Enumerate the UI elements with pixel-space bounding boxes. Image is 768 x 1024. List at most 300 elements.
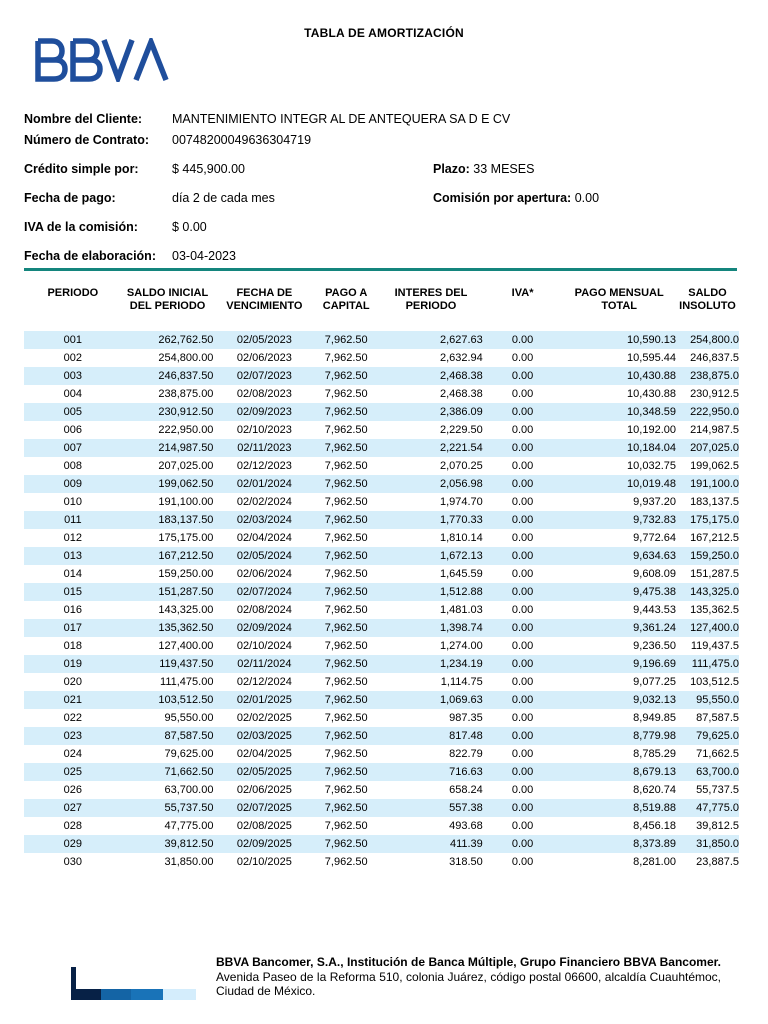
cell-saldo-inicial: 103,512.50 [122, 691, 216, 709]
cell-pago-mensual: 9,236.50 [562, 637, 676, 655]
table-row [24, 619, 739, 637]
contract-value: 00748200049636304719 [172, 133, 312, 147]
cell-iva: 0.00 [483, 385, 563, 403]
cell-fecha-vencimiento: 02/06/2023 [215, 349, 313, 367]
cell-pago-capital: 7,962.50 [313, 349, 379, 367]
cell-fecha-vencimiento: 02/02/2024 [215, 493, 313, 511]
cell-pago-capital: 7,962.50 [313, 691, 379, 709]
cell-pago-capital: 7,962.50 [313, 835, 379, 853]
table-row [24, 403, 739, 421]
cell-pago-capital: 7,962.50 [313, 853, 379, 871]
cell-iva: 0.00 [483, 655, 563, 673]
cell-periodo: 023 [24, 727, 122, 745]
cell-iva: 0.00 [483, 349, 563, 367]
cell-saldo-inicial: 135,362.50 [122, 619, 216, 637]
cell-saldo-inicial: 119,437.50 [122, 655, 216, 673]
cell-pago-mensual: 9,196.69 [562, 655, 676, 673]
cell-interes: 2,468.38 [379, 385, 483, 403]
cell-fecha-vencimiento: 02/12/2024 [215, 673, 313, 691]
cell-iva: 0.00 [483, 457, 563, 475]
bbva-footer-bars-logo [71, 967, 196, 1006]
cell-interes: 1,672.13 [379, 547, 483, 565]
cell-saldo-inicial: 238,875.00 [122, 385, 216, 403]
cell-iva: 0.00 [483, 565, 563, 583]
col-header-iva: IVA* [511, 287, 534, 299]
cell-iva: 0.00 [483, 367, 563, 385]
cell-fecha-vencimiento: 02/10/2025 [215, 853, 313, 871]
cell-interes: 1,645.59 [379, 565, 483, 583]
cell-interes: 987.35 [379, 709, 483, 727]
table-row [24, 655, 739, 673]
cell-interes: 1,398.74 [379, 619, 483, 637]
cell-saldo-inicial: 95,550.00 [122, 709, 216, 727]
cell-saldo-insoluto: 71,662.5 [676, 745, 739, 763]
cell-periodo: 014 [24, 565, 122, 583]
term-value: 33 MESES [473, 162, 535, 176]
cell-fecha-vencimiento: 02/03/2024 [215, 511, 313, 529]
cell-fecha-vencimiento: 02/05/2023 [215, 331, 313, 349]
cell-saldo-inicial: 47,775.00 [122, 817, 216, 835]
document-title: TABLA DE AMORTIZACIÓN [304, 26, 464, 40]
cell-pago-capital: 7,962.50 [313, 601, 379, 619]
cell-saldo-insoluto: 55,737.5 [676, 781, 739, 799]
cell-interes: 493.68 [379, 817, 483, 835]
cell-pago-mensual: 10,430.88 [562, 367, 676, 385]
cell-fecha-vencimiento: 02/07/2025 [215, 799, 313, 817]
col-header-saldo-insoluto: SALDO INSOLUTO [679, 287, 736, 312]
cell-interes: 2,468.38 [379, 367, 483, 385]
fee-row [433, 191, 599, 205]
cell-pago-mensual: 8,373.89 [562, 835, 676, 853]
cell-saldo-inicial: 222,950.00 [122, 421, 216, 439]
cell-periodo: 008 [24, 457, 122, 475]
cell-iva: 0.00 [483, 745, 563, 763]
cell-pago-mensual: 8,456.18 [562, 817, 676, 835]
cell-pago-capital: 7,962.50 [313, 655, 379, 673]
cell-saldo-inicial: 183,137.50 [122, 511, 216, 529]
cell-saldo-insoluto: 175,175.0 [676, 511, 739, 529]
term-row [433, 162, 534, 176]
cell-pago-mensual: 9,634.63 [562, 547, 676, 565]
cell-fecha-vencimiento: 02/08/2024 [215, 601, 313, 619]
cell-interes: 1,069.63 [379, 691, 483, 709]
cell-iva: 0.00 [483, 727, 563, 745]
prep-date-value: 03-04-2023 [172, 249, 236, 263]
cell-pago-capital: 7,962.50 [313, 457, 379, 475]
section-divider [24, 268, 737, 271]
table-row [24, 799, 739, 817]
cell-interes: 1,481.03 [379, 601, 483, 619]
cell-fecha-vencimiento: 02/09/2025 [215, 835, 313, 853]
cell-saldo-inicial: 127,400.00 [122, 637, 216, 655]
table-row [24, 691, 739, 709]
cell-interes: 318.50 [379, 853, 483, 871]
cell-periodo: 016 [24, 601, 122, 619]
cell-pago-capital: 7,962.50 [313, 619, 379, 637]
payment-date-value: día 2 de cada mes [172, 191, 275, 205]
cell-fecha-vencimiento: 02/11/2023 [215, 439, 313, 457]
cell-interes: 2,627.63 [379, 331, 483, 349]
cell-pago-mensual: 9,361.24 [562, 619, 676, 637]
bbva-logo [34, 38, 174, 82]
cell-saldo-insoluto: 39,812.5 [676, 817, 739, 835]
iva-label: IVA de la comisión: [24, 220, 138, 234]
iva-value: $ 0.00 [172, 220, 207, 234]
cell-interes: 716.63 [379, 763, 483, 781]
footer-legal-text [216, 955, 721, 999]
cell-pago-mensual: 8,779.98 [562, 727, 676, 745]
cell-periodo: 021 [24, 691, 122, 709]
cell-fecha-vencimiento: 02/09/2024 [215, 619, 313, 637]
client-name-label: Nombre del Cliente: [24, 112, 143, 126]
cell-iva: 0.00 [483, 853, 563, 871]
cell-saldo-inicial: 63,700.00 [122, 781, 216, 799]
cell-pago-capital: 7,962.50 [313, 583, 379, 601]
cell-fecha-vencimiento: 02/07/2023 [215, 367, 313, 385]
cell-interes: 2,221.54 [379, 439, 483, 457]
cell-periodo: 011 [24, 511, 122, 529]
cell-saldo-insoluto: 79,625.0 [676, 727, 739, 745]
col-header-pago-capital: PAGO A CAPITAL [322, 287, 370, 312]
cell-saldo-inicial: 151,287.50 [122, 583, 216, 601]
table-row [24, 349, 739, 367]
cell-iva: 0.00 [483, 421, 563, 439]
cell-fecha-vencimiento: 02/02/2025 [215, 709, 313, 727]
cell-iva: 0.00 [483, 529, 563, 547]
cell-pago-mensual: 8,785.29 [562, 745, 676, 763]
cell-periodo: 012 [24, 529, 122, 547]
cell-saldo-insoluto: 23,887.5 [676, 853, 739, 871]
cell-pago-mensual: 9,475.38 [562, 583, 676, 601]
col-header-saldo-inicial: SALDO INICIAL DEL PERIODO [126, 287, 209, 312]
cell-saldo-insoluto: 119,437.5 [676, 637, 739, 655]
cell-pago-mensual: 8,949.85 [562, 709, 676, 727]
fee-value: 0.00 [574, 191, 600, 205]
cell-periodo: 024 [24, 745, 122, 763]
cell-saldo-inicial: 207,025.00 [122, 457, 216, 475]
cell-saldo-insoluto: 143,325.0 [676, 583, 739, 601]
cell-periodo: 022 [24, 709, 122, 727]
cell-saldo-insoluto: 63,700.0 [676, 763, 739, 781]
cell-saldo-insoluto: 238,875.0 [676, 367, 739, 385]
cell-pago-capital: 7,962.50 [313, 799, 379, 817]
table-row [24, 745, 739, 763]
cell-fecha-vencimiento: 02/01/2024 [215, 475, 313, 493]
cell-interes: 817.48 [379, 727, 483, 745]
table-row [24, 763, 739, 781]
table-row [24, 421, 739, 439]
cell-interes: 1,114.75 [379, 673, 483, 691]
cell-pago-capital: 7,962.50 [313, 529, 379, 547]
cell-saldo-insoluto: 47,775.0 [676, 799, 739, 817]
cell-fecha-vencimiento: 02/06/2024 [215, 565, 313, 583]
cell-fecha-vencimiento: 02/06/2025 [215, 781, 313, 799]
cell-pago-mensual: 9,937.20 [562, 493, 676, 511]
cell-fecha-vencimiento: 02/11/2024 [215, 655, 313, 673]
cell-fecha-vencimiento: 02/07/2024 [215, 583, 313, 601]
amortization-table [24, 287, 739, 871]
cell-pago-mensual: 10,348.59 [562, 403, 676, 421]
cell-iva: 0.00 [483, 781, 563, 799]
prep-date-label: Fecha de elaboración: [24, 249, 156, 263]
cell-saldo-insoluto: 31,850.0 [676, 835, 739, 853]
cell-pago-mensual: 9,077.25 [562, 673, 676, 691]
cell-pago-capital: 7,962.50 [313, 565, 379, 583]
cell-interes: 2,386.09 [379, 403, 483, 421]
cell-pago-mensual: 10,590.13 [562, 331, 676, 349]
cell-iva: 0.00 [483, 817, 563, 835]
table-row [24, 781, 739, 799]
cell-periodo: 028 [24, 817, 122, 835]
cell-saldo-insoluto: 191,100.0 [676, 475, 739, 493]
cell-periodo: 002 [24, 349, 122, 367]
cell-saldo-inicial: 31,850.00 [122, 853, 216, 871]
table-row [24, 529, 739, 547]
cell-periodo: 005 [24, 403, 122, 421]
cell-periodo: 018 [24, 637, 122, 655]
cell-iva: 0.00 [483, 835, 563, 853]
cell-periodo: 006 [24, 421, 122, 439]
cell-saldo-insoluto: 111,475.0 [676, 655, 739, 673]
cell-pago-mensual: 8,519.88 [562, 799, 676, 817]
cell-pago-capital: 7,962.50 [313, 637, 379, 655]
cell-interes: 822.79 [379, 745, 483, 763]
cell-interes: 1,274.00 [379, 637, 483, 655]
cell-iva: 0.00 [483, 403, 563, 421]
table-row [24, 547, 739, 565]
cell-iva: 0.00 [483, 583, 563, 601]
cell-saldo-inicial: 175,175.00 [122, 529, 216, 547]
cell-pago-mensual: 10,019.48 [562, 475, 676, 493]
cell-iva: 0.00 [483, 601, 563, 619]
cell-iva: 0.00 [483, 763, 563, 781]
cell-saldo-insoluto: 214,987.5 [676, 421, 739, 439]
credit-value: $ 445,900.00 [172, 162, 245, 176]
cell-periodo: 017 [24, 619, 122, 637]
cell-saldo-insoluto: 254,800.0 [676, 331, 739, 349]
col-header-periodo: PERIODO [47, 287, 99, 299]
cell-periodo: 010 [24, 493, 122, 511]
cell-fecha-vencimiento: 02/08/2023 [215, 385, 313, 403]
table-row [24, 493, 739, 511]
cell-fecha-vencimiento: 02/09/2023 [215, 403, 313, 421]
cell-pago-capital: 7,962.50 [313, 727, 379, 745]
cell-saldo-insoluto: 222,950.0 [676, 403, 739, 421]
table-row [24, 709, 739, 727]
cell-pago-mensual: 9,608.09 [562, 565, 676, 583]
cell-pago-capital: 7,962.50 [313, 763, 379, 781]
cell-saldo-inicial: 214,987.50 [122, 439, 216, 457]
table-row [24, 439, 739, 457]
cell-saldo-inicial: 246,837.50 [122, 367, 216, 385]
footer-bold-text: BBVA Bancomer, S.A., Institución de Banca Múltiple, Grupo Financiero BBVA Bancomer. [216, 955, 721, 969]
cell-pago-mensual: 10,430.88 [562, 385, 676, 403]
table-row [24, 457, 739, 475]
cell-interes: 2,229.50 [379, 421, 483, 439]
cell-iva: 0.00 [483, 493, 563, 511]
cell-fecha-vencimiento: 02/04/2025 [215, 745, 313, 763]
cell-interes: 1,810.14 [379, 529, 483, 547]
table-row [24, 673, 739, 691]
cell-fecha-vencimiento: 02/01/2025 [215, 691, 313, 709]
cell-periodo: 029 [24, 835, 122, 853]
cell-pago-mensual: 9,443.53 [562, 601, 676, 619]
client-name-value: MANTENIMIENTO INTEGR AL DE ANTEQUERA SA D E CV [172, 112, 511, 126]
cell-pago-capital: 7,962.50 [313, 367, 379, 385]
cell-saldo-inicial: 79,625.00 [122, 745, 216, 763]
cell-iva: 0.00 [483, 439, 563, 457]
cell-saldo-insoluto: 95,550.0 [676, 691, 739, 709]
cell-saldo-insoluto: 103,512.5 [676, 673, 739, 691]
cell-periodo: 019 [24, 655, 122, 673]
cell-saldo-insoluto: 199,062.5 [676, 457, 739, 475]
cell-interes: 2,070.25 [379, 457, 483, 475]
cell-saldo-inicial: 159,250.00 [122, 565, 216, 583]
cell-pago-mensual: 9,032.13 [562, 691, 676, 709]
cell-saldo-inicial: 39,812.50 [122, 835, 216, 853]
cell-iva: 0.00 [483, 709, 563, 727]
cell-iva: 0.00 [483, 691, 563, 709]
cell-saldo-inicial: 87,587.50 [122, 727, 216, 745]
cell-periodo: 020 [24, 673, 122, 691]
cell-saldo-insoluto: 230,912.5 [676, 385, 739, 403]
cell-pago-capital: 7,962.50 [313, 781, 379, 799]
payment-date-label: Fecha de pago: [24, 191, 116, 205]
cell-pago-mensual: 9,732.83 [562, 511, 676, 529]
footer-address-text: Avenida Paseo de la Reforma 510, colonia Juárez, código postal 06600, alcaldía Cuauhtémoc, Ciudad de México. [216, 969, 721, 998]
table-row [24, 565, 739, 583]
table-row [24, 601, 739, 619]
table-row [24, 853, 739, 871]
cell-pago-capital: 7,962.50 [313, 439, 379, 457]
cell-fecha-vencimiento: 02/10/2023 [215, 421, 313, 439]
table-row [24, 583, 739, 601]
cell-interes: 1,770.33 [379, 511, 483, 529]
cell-periodo: 009 [24, 475, 122, 493]
cell-periodo: 026 [24, 781, 122, 799]
cell-saldo-inicial: 199,062.50 [122, 475, 216, 493]
cell-pago-mensual: 8,281.00 [562, 853, 676, 871]
cell-periodo: 004 [24, 385, 122, 403]
cell-iva: 0.00 [483, 637, 563, 655]
table-row [24, 835, 739, 853]
credit-label: Crédito simple por: [24, 162, 139, 176]
cell-pago-capital: 7,962.50 [313, 673, 379, 691]
cell-interes: 1,974.70 [379, 493, 483, 511]
cell-saldo-inicial: 191,100.00 [122, 493, 216, 511]
cell-saldo-inicial: 254,800.00 [122, 349, 216, 367]
cell-pago-capital: 7,962.50 [313, 511, 379, 529]
cell-pago-capital: 7,962.50 [313, 547, 379, 565]
cell-saldo-insoluto: 151,287.5 [676, 565, 739, 583]
table-row [24, 475, 739, 493]
cell-fecha-vencimiento: 02/05/2025 [215, 763, 313, 781]
cell-pago-mensual: 8,679.13 [562, 763, 676, 781]
table-row [24, 727, 739, 745]
cell-saldo-inicial: 111,475.00 [122, 673, 216, 691]
cell-iva: 0.00 [483, 799, 563, 817]
cell-interes: 411.39 [379, 835, 483, 853]
cell-pago-capital: 7,962.50 [313, 745, 379, 763]
cell-saldo-insoluto: 246,837.5 [676, 349, 739, 367]
cell-periodo: 007 [24, 439, 122, 457]
cell-saldo-inicial: 71,662.50 [122, 763, 216, 781]
cell-periodo: 003 [24, 367, 122, 385]
col-header-fecha-vencimiento: FECHA DE VENCIMIENTO [226, 287, 303, 312]
cell-periodo: 001 [24, 331, 122, 349]
cell-pago-mensual: 10,032.75 [562, 457, 676, 475]
cell-saldo-insoluto: 135,362.5 [676, 601, 739, 619]
cell-fecha-vencimiento: 02/04/2024 [215, 529, 313, 547]
cell-pago-capital: 7,962.50 [313, 709, 379, 727]
cell-pago-capital: 7,962.50 [313, 817, 379, 835]
cell-fecha-vencimiento: 02/03/2025 [215, 727, 313, 745]
col-header-interes: INTERES DEL PERIODO [394, 287, 468, 312]
cell-pago-mensual: 9,772.64 [562, 529, 676, 547]
cell-interes: 2,632.94 [379, 349, 483, 367]
table-row [24, 385, 739, 403]
cell-saldo-insoluto: 127,400.0 [676, 619, 739, 637]
cell-pago-mensual: 8,620.74 [562, 781, 676, 799]
cell-iva: 0.00 [483, 547, 563, 565]
cell-saldo-inicial: 167,212.50 [122, 547, 216, 565]
cell-fecha-vencimiento: 02/08/2025 [215, 817, 313, 835]
cell-fecha-vencimiento: 02/12/2023 [215, 457, 313, 475]
cell-periodo: 030 [24, 853, 122, 871]
cell-interes: 557.38 [379, 799, 483, 817]
cell-saldo-inicial: 143,325.00 [122, 601, 216, 619]
cell-pago-capital: 7,962.50 [313, 475, 379, 493]
cell-pago-mensual: 10,184.04 [562, 439, 676, 457]
cell-fecha-vencimiento: 02/05/2024 [215, 547, 313, 565]
cell-periodo: 015 [24, 583, 122, 601]
cell-interes: 658.24 [379, 781, 483, 799]
cell-fecha-vencimiento: 02/10/2024 [215, 637, 313, 655]
cell-saldo-inicial: 55,737.50 [122, 799, 216, 817]
cell-iva: 0.00 [483, 511, 563, 529]
cell-pago-capital: 7,962.50 [313, 403, 379, 421]
cell-iva: 0.00 [483, 475, 563, 493]
cell-periodo: 027 [24, 799, 122, 817]
cell-pago-mensual: 10,192.00 [562, 421, 676, 439]
cell-saldo-insoluto: 167,212.5 [676, 529, 739, 547]
table-row [24, 331, 739, 349]
cell-saldo-insoluto: 87,587.5 [676, 709, 739, 727]
cell-saldo-inicial: 230,912.50 [122, 403, 216, 421]
cell-saldo-insoluto: 159,250.0 [676, 547, 739, 565]
cell-interes: 2,056.98 [379, 475, 483, 493]
cell-saldo-inicial: 262,762.50 [122, 331, 216, 349]
table-row [24, 637, 739, 655]
cell-interes: 1,234.19 [379, 655, 483, 673]
table-header-row [24, 287, 739, 331]
cell-pago-mensual: 10,595.44 [562, 349, 676, 367]
fee-label: Comisión por apertura: [433, 191, 572, 205]
table-row [24, 817, 739, 835]
cell-interes: 1,512.88 [379, 583, 483, 601]
cell-saldo-insoluto: 183,137.5 [676, 493, 739, 511]
cell-pago-capital: 7,962.50 [313, 493, 379, 511]
cell-pago-capital: 7,962.50 [313, 331, 379, 349]
table-row [24, 367, 739, 385]
term-label: Plazo: [433, 162, 470, 176]
cell-iva: 0.00 [483, 331, 563, 349]
cell-iva: 0.00 [483, 673, 563, 691]
col-header-pago-mensual: PAGO MENSUAL TOTAL [574, 287, 664, 312]
contract-label: Número de Contrato: [24, 133, 149, 147]
cell-pago-capital: 7,962.50 [313, 421, 379, 439]
cell-periodo: 025 [24, 763, 122, 781]
